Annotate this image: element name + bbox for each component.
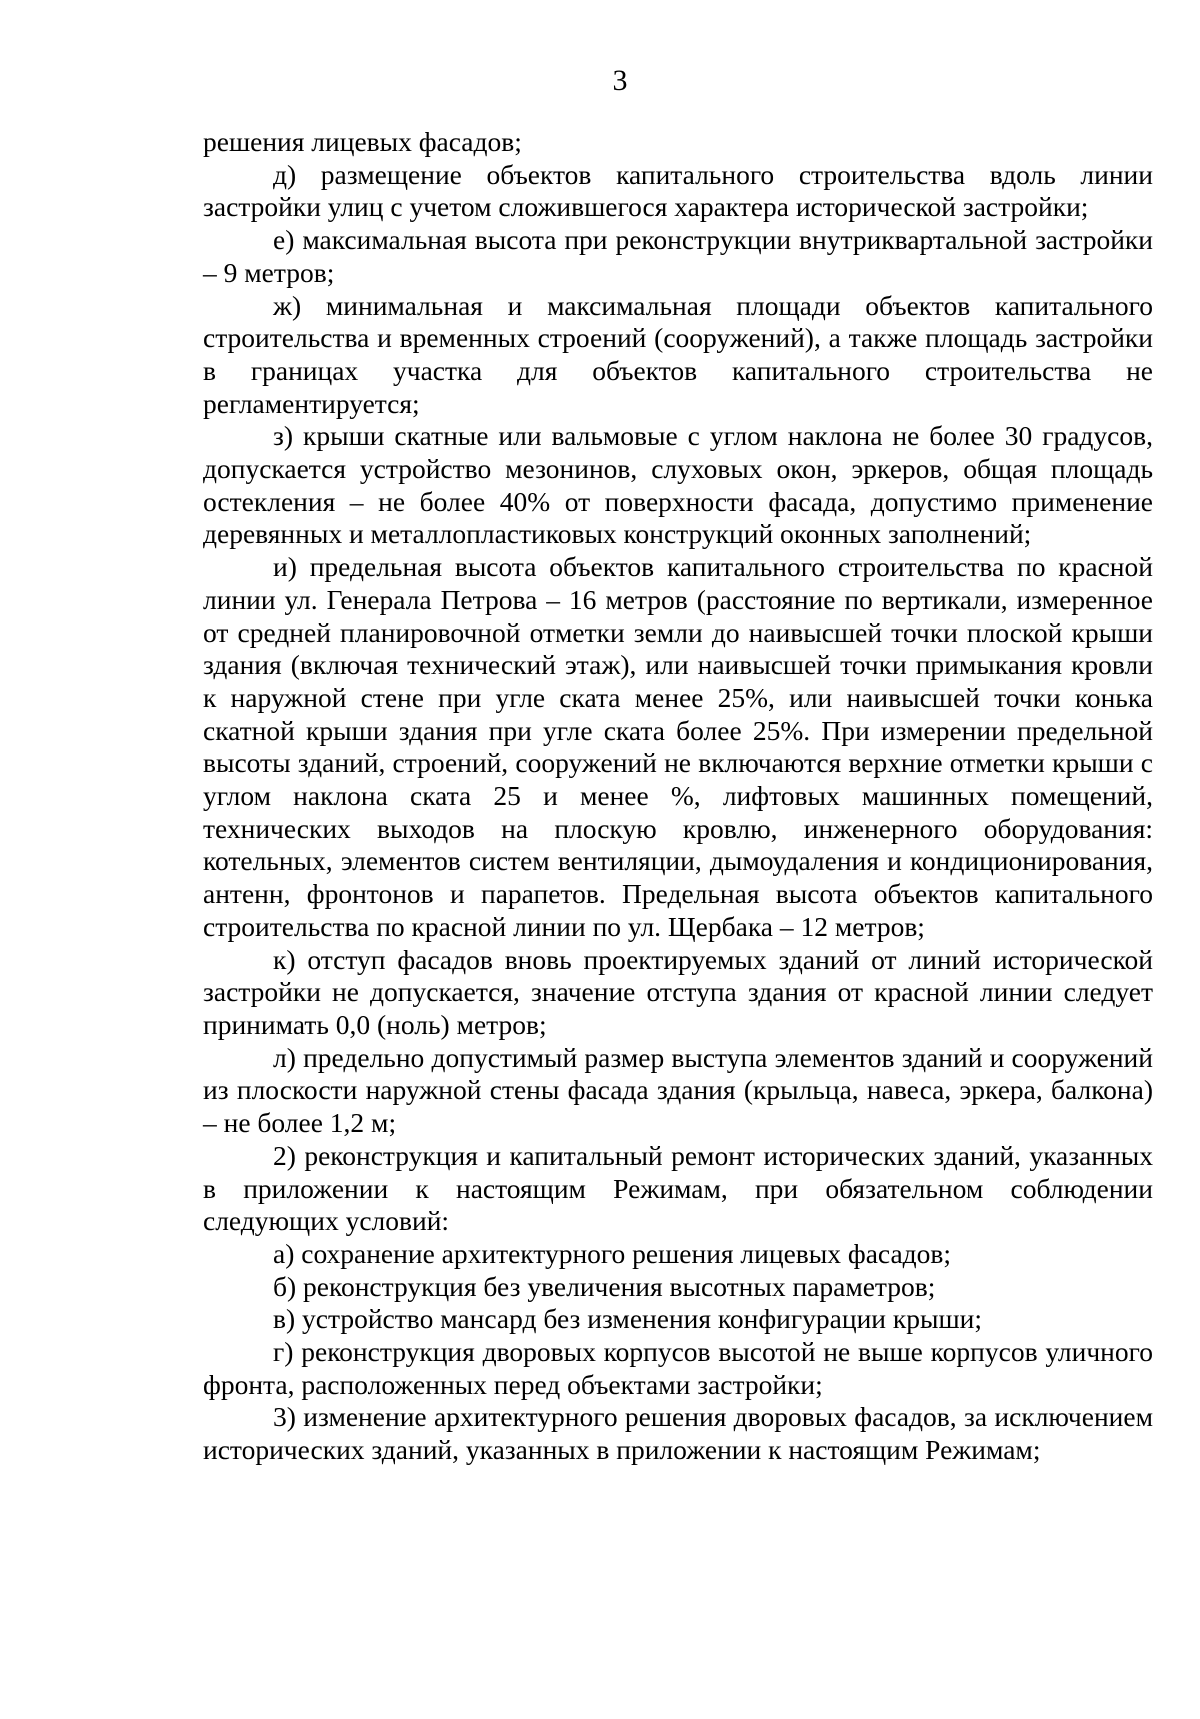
- page-number: 3: [612, 64, 628, 97]
- paragraph-item-i: и) предельная высота объектов капитального строительства по красной линии ул. Генерала Петрова – 16 метров (расстояние по вертикали, измеренное от средней планировочной отметки земли до наивысшей точки плоской крыши здания (включая технический этаж), или наивысшей точки примыкания кровли к наружной стене при угле ската менее 25%, или наивысшей точки конька скатной крыши здания при угле ската более 25%. При измерении предельной высоты зданий, строений, сооружений не включаются верхние отметки крыши с углом наклона ската 25 и менее %, лифтовых машинных помещений, технических выходов на плоскую кровлю, инженерного оборудования: котельных, элементов систем вентиляции, дымоудаления и кондиционирования, антенн, фронтонов и парапетов. Предельная высота объектов капитального строительства по красной линии по ул. Щербака – 12 метров;: [203, 551, 1153, 942]
- paragraph-item-b: б) реконструкция без увеличения высотных параметров;: [273, 1270, 936, 1302]
- paragraph-item-zh: ж) минимальная и максимальная площади объектов капитального строительства и временных строений (сооружений), а также площадь застройки в границах участка для объектов капитального строительства не регламентируется;: [203, 289, 1153, 419]
- paragraph-item-e: е) максимальная высота при реконструкции внутриквартальной застройки – 9 метров;: [203, 224, 1153, 288]
- document-body: [203, 126, 1153, 1467]
- paragraph-item-d: д) размещение объектов капитального строительства вдоль линии застройки улиц с учетом сложившегося характера исторической застройки;: [203, 158, 1153, 223]
- paragraph-item-a: а) сохранение архитектурного решения лицевых фасадов;: [273, 1237, 952, 1269]
- paragraph-item-l: л) предельно допустимый размер выступа элементов зданий и сооружений из плоскости наружной стены фасада здания (крыльца, навеса, эркера, балкона) – не более 1,2 м;: [203, 1041, 1153, 1139]
- paragraph-continuation: решения лицевых фасадов;: [203, 126, 522, 157]
- paragraph-item-z: з) крыши скатные или вальмовые с углом наклона не более 30 градусов, допускается устройство мезонинов, слуховых окон, эркеров, общая площадь остекления – не более 40% от поверхности фасада, допустимо применение деревянных и металлопластиковых конструкций оконных заполнений;: [203, 420, 1153, 550]
- paragraph-item-v: в) устройство мансард без изменения конфигурации крыши;: [273, 1303, 983, 1335]
- paragraph-item-k: к) отступ фасадов вновь проектируемых зданий от линий исторической застройки не допускается, значение отступа здания от красной линии следует принимать 0,0 (ноль) метров;: [203, 943, 1153, 1040]
- paragraph-item-g: г) реконструкция дворовых корпусов высотой не выше корпусов уличного фронта, расположенных перед объектами застройки;: [203, 1336, 1153, 1400]
- paragraph-item-2: 2) реконструкция и капитальный ремонт исторических зданий, указанных в приложении к настоящим Режимам, при обязательном соблюдении следующих условий:: [203, 1139, 1153, 1237]
- paragraph-item-3: 3) изменение архитектурного решения дворовых фасадов, за исключением исторических зданий, указанных в приложении к настоящим Режимам;: [203, 1401, 1153, 1466]
